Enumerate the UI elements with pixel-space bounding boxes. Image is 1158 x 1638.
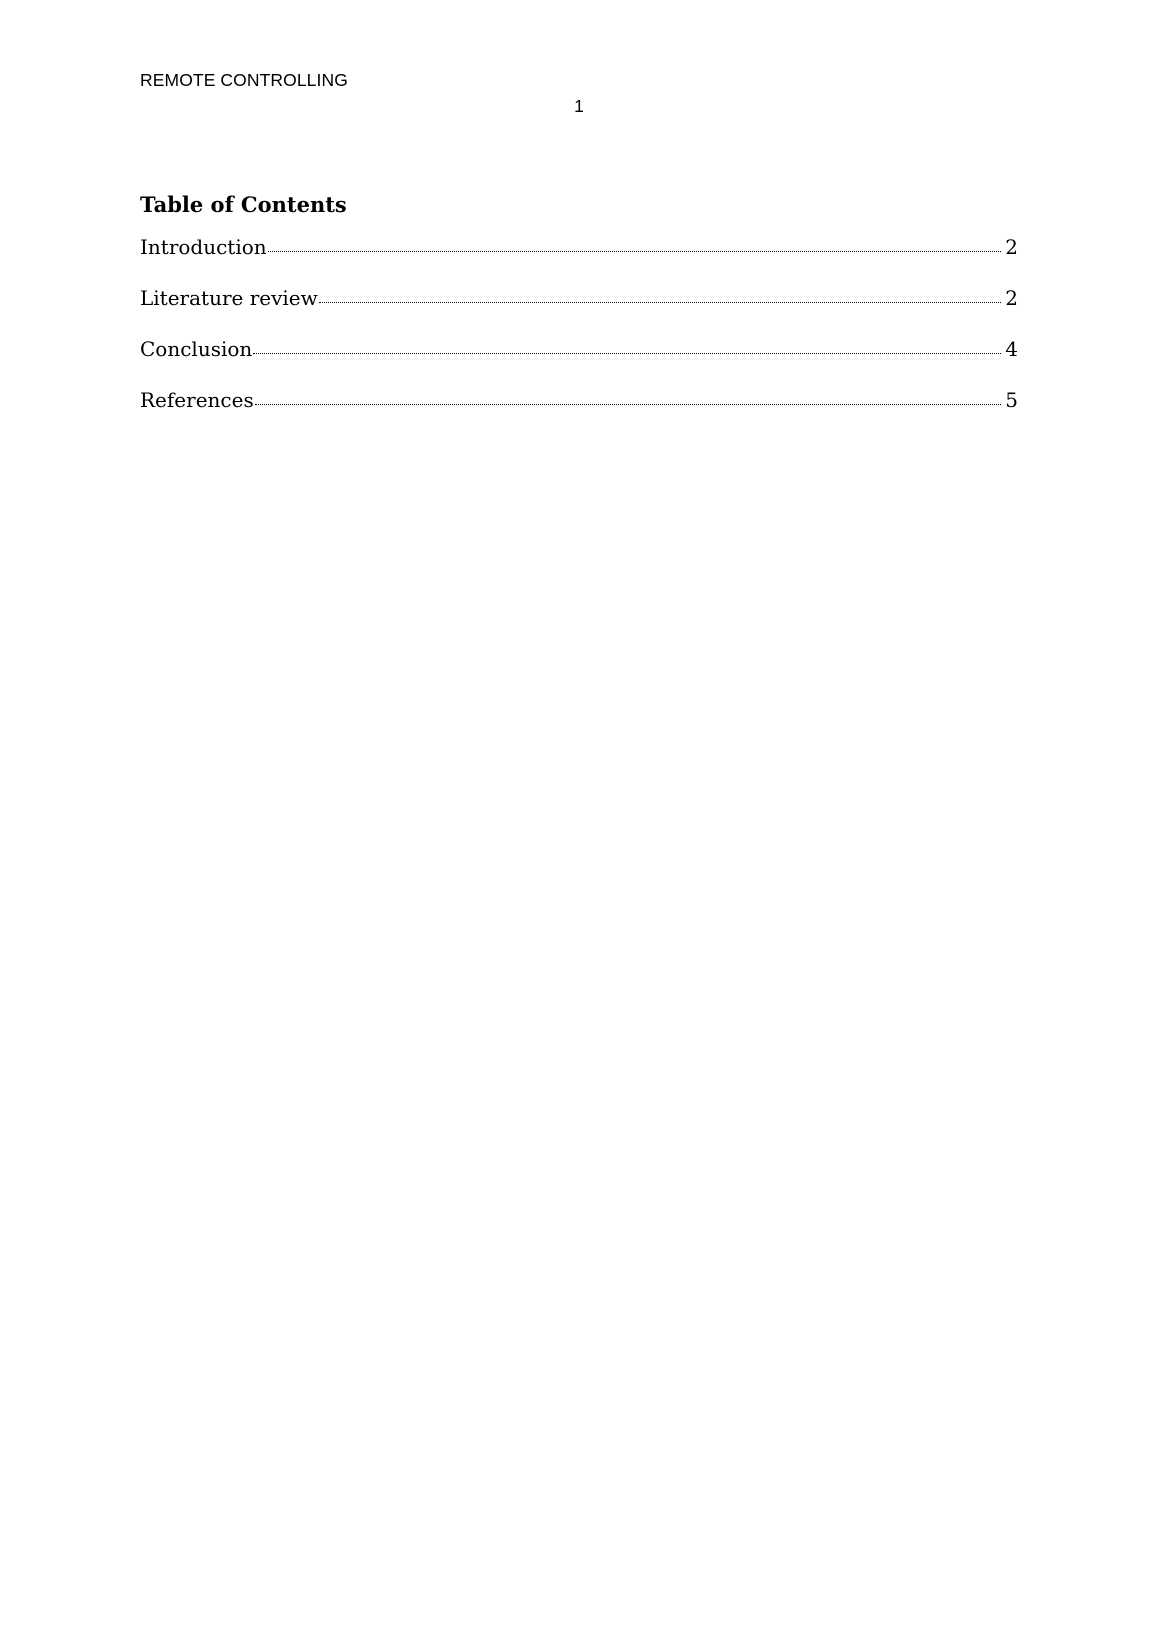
- dot-leader: [253, 353, 1001, 354]
- toc-entry-references[interactable]: [140, 387, 1018, 438]
- toc-entry-label: References: [140, 388, 254, 412]
- toc-entry-page: 2: [1005, 235, 1018, 259]
- dot-leader: [319, 302, 1002, 303]
- toc-entry-conclusion[interactable]: [140, 336, 1018, 387]
- toc-entry-page: 5: [1005, 388, 1018, 412]
- running-head: REMOTE CONTROLLING: [140, 70, 348, 90]
- toc-entry-introduction[interactable]: [140, 234, 1018, 285]
- toc-entry-label: Introduction: [140, 235, 267, 259]
- table-of-contents: [140, 192, 1018, 438]
- toc-entry-literature-review[interactable]: [140, 285, 1018, 336]
- dot-leader: [255, 404, 1002, 405]
- dot-leader: [268, 251, 1002, 252]
- page-number: 1: [574, 96, 584, 116]
- toc-entry-label: Conclusion: [140, 337, 253, 361]
- toc-entry-page: 2: [1005, 286, 1018, 310]
- toc-entry-label: Literature review: [140, 286, 318, 310]
- toc-heading: Table of Contents: [140, 192, 347, 217]
- toc-entry-page: 4: [1005, 337, 1018, 361]
